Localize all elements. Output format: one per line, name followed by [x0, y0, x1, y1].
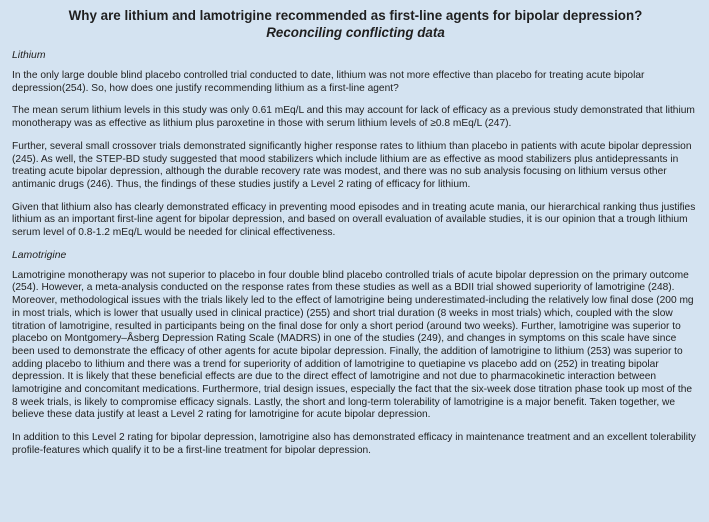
lamotrigine-heading: Lamotrigine [12, 249, 67, 261]
title-main: Why are lithium and lamotrigine recommended as first-line agents for bipolar depression? [68, 8, 643, 23]
lamotrigine-paragraph-1: Lamotrigine monotherapy was not superior to placebo in four double blind placebo controlled trials of acute bipolar depression on the primary outcome (254). However, a meta-analysis conducted on the response rates from these studies as well as a BDII trial showed superiority of lamotrigine (248). Moreover, methodological issues with the trials likely led to the effect of lamotrigine being underestimated-including the relatively low final dose (200 mg in most trials, which is lower that usually used in clinical practice) (255) and short trial duration (8 weeks in most trials) which, coupled with the slow titration of lamotrigine, resulted in participants being on the final dose for only a short period (around two weeks). Further, lamotrigine was superior to placebo on Montgomery–Åsberg Depression Rating Scale (MADRS) in one of the studies (249), and changes in symptoms on this scale have since been used to demonstrate the efficacy of other agents for acute bipolar depression. Finally, the addition of lamotrigine to lithium (253) was superior to adding placebo to lithium and there was a trend for superiority of addition of lamotrigine to quetiapine vs placebo add on (252) in treating bipolar depression. It is likely that these beneficial effects are due to the direct effect of lamotrigine and not due to pharmacokinetic interaction between lamotrigine and concomitant medications. Furthermore, trial design issues, especially the fact that the six-week dose titration phase took up most of the 8 week trials, is likely to compromise efficacy signals. Lastly, the short and long-term tolerability of lamotrigine is a major benefit. Taken together, we believe these data justify at least a Level 2 rating for lamotrigine for acute bipolar depression. [12, 269, 694, 421]
box-title [12, 7, 699, 41]
lamotrigine-paragraph-2: In addition to this Level 2 rating for bipolar depression, lamotrigine also has demonstrated efficacy in maintenance treatment and an excellent tolerability profile-features which qualify it to be a first-line treatment for bipolar depression. [12, 432, 696, 456]
lithium-paragraph-3: Further, several small crossover trials demonstrated significantly higher response rates to lithium than placebo in patients with acute bipolar depression (245). As well, the STEP-BD study suggested that mood stabilizers which include lithium are as effective as mood stabilizers plus antidepressants in treating acute bipolar depression, although the durable recovery rate was modest, and there was no sub analysis focusing on lithium versus other antimanic drugs (246). Thus, the findings of these studies justify a Level 2 rating of efficacy for lithium. [12, 140, 692, 190]
lithium-heading: Lithium [12, 50, 46, 61]
title-subtitle: Reconciling conflicting data [266, 25, 445, 40]
lamotrigine-section [12, 249, 699, 458]
lithium-paragraph-4: Given that lithium also has clearly demonstrated efficacy in preventing mood episodes and in treating acute mania, our hierarchical ranking thus justifies lithium as an important first-line agent for bipolar depression, and based on overall evaluation of available studies, it is our opinion that a trough lithium serum level of 0.8-1.2 mEq/L would be needed for clinical effectiveness. [12, 201, 696, 239]
lithium-paragraph-1: In the only large double blind placebo controlled trial conducted to date, lithium was not more effective than placebo for treating acute bipolar depression(254). So, how does one justify recommending lithium as a first-line agent? [12, 70, 645, 94]
lithium-section [12, 49, 699, 240]
lithium-paragraph-2: The mean serum lithium levels in this study was only 0.61 mEq/L and this may account for lack of efficacy as a previous study demonstrated that lithium monotherapy was as effective as lithium plus paroxetine in those with serum lithium levels of ≥0.8 mEq/L (247). [12, 105, 695, 130]
